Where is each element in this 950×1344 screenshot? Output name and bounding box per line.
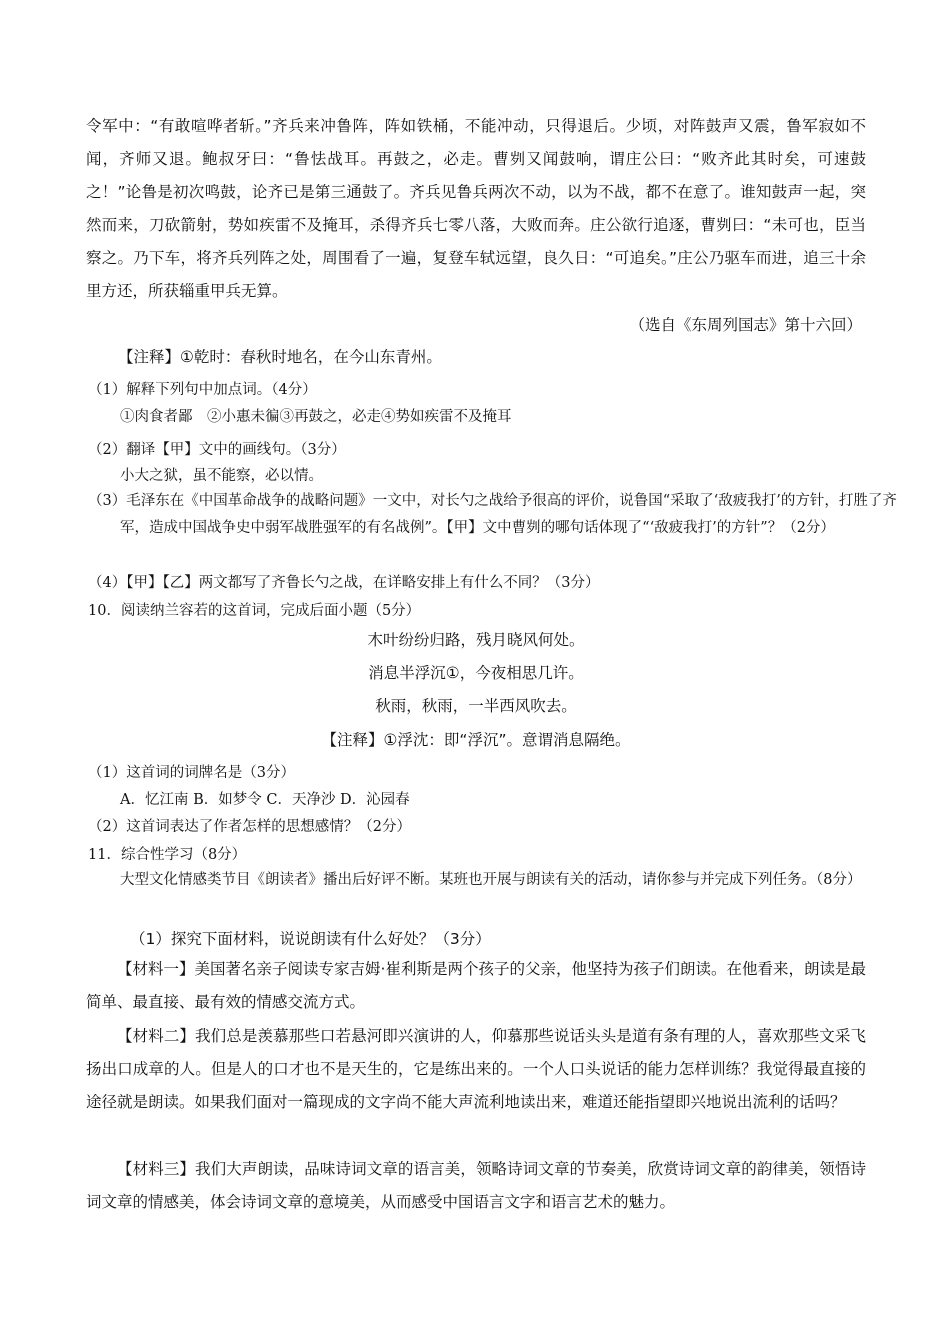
poem-line-1: 木叶纷纷归路，残月晓风何处。 <box>367 631 585 649</box>
q9-sub3: （3）毛泽东在《中国革命战争的战略问题》一文中，对长勺之战给予很高的评价，说鲁国“采取了‘敌疲我打’的方针，打胜了齐军，造成中国战争史中弱军战胜强军的有名战例”。【甲】文中曹刿的哪句话体现了“‘敌疲我打’的方针”？（2分） <box>88 493 897 536</box>
material-3: 【材料三】我们大声朗读，品味诗词文章的语言美，领略诗词文章的节奏美，欣赏诗词文章的韵律美，领悟诗词文章的情感美，体会诗词文章的意境美，从而感受中国语言文字和语言艺术的魅力。 <box>86 1160 866 1211</box>
q10-heading: 10．阅读纳兰容若的这首词，完成后面小题（5分） <box>88 603 421 619</box>
passage-source: （选自《东周列国志》第十六回） <box>629 316 862 334</box>
q11-heading: 11．综合性学习（8分） <box>88 847 247 863</box>
passage-note: 【注释】①乾时：春秋时地名，在今山东青州。 <box>118 348 442 366</box>
passage-jia-continued: 令军中：“有敢喧哗者斩。”齐兵来冲鲁阵，阵如铁桶，不能冲动，只得退后。少顷，对阵鼓声又震，鲁军寂如不闻，齐师又退。鲍叔牙曰：“鲁怯战耳。再鼓之，必走。曹刿又闻鼓响，谓庄公曰：“败齐此其时矣，可速鼓之！”论鲁是初次鸣鼓，论齐已是第三通鼓了。齐兵见鲁兵两次不动，以为不战，都不在意了。谁知鼓声一起，突然而来，刀砍箭射，势如疾雷不及掩耳，杀得齐兵七零八落，大败而奔。庄公欲行追逐，曹刿曰：“未可也，臣当察之。乃下车，将齐兵列阵之处，周围看了一遍，复登车轼远望，良久日：“可追矣。”庄公乃驱车而进，追三十余里方还，所获辎重甲兵无算。 <box>86 117 866 300</box>
poem-note: 【注释】①浮沈：即“浮沉”。意谓消息隔绝。 <box>321 731 631 749</box>
q10-sub1-prompt: （1）这首词的词牌名是（3分） <box>88 765 295 781</box>
q9-sub2-prompt: （2）翻译【甲】文中的画线句。（3分） <box>88 442 346 458</box>
q9-sub1-prompt: （1）解释下列句中加点词。（4分） <box>88 382 317 398</box>
q10-sub1-options: A．忆江南 B．如梦令 C．天净沙 D．沁园春 <box>120 792 410 808</box>
q9-sub1-items: ①肉食者鄙 ②小惠未徧③再鼓之，必走④势如疾雷不及掩耳 <box>120 409 512 425</box>
q9-sub2-sentence: 小大之狱，虽不能察，必以情。 <box>120 468 323 484</box>
q10-sub2-prompt: （2）这首词表达了作者怎样的思想感情？（2分） <box>88 819 411 835</box>
material-1: 【材料一】美国著名亲子阅读专家吉姆·崔利斯是两个孩子的父亲，他坚持为孩子们朗读。在他看来，朗读是最简单、最直接、最有效的情感交流方式。 <box>86 960 866 1011</box>
q9-sub4: （4）【甲】【乙】两文都写了齐鲁长勺之战，在详略安排上有什么不同？（3分） <box>88 575 600 591</box>
poem-line-2: 消息半浮沉①，今夜相思几许。 <box>368 664 584 682</box>
q11-intro: 大型文化情感类节目《朗读者》播出后好评不断。某班也开展与朗读有关的活动，请你参与并完成下列任务。（8分） <box>120 872 862 888</box>
material-2: 【材料二】我们总是羡慕那些口若悬河即兴演讲的人，仰慕那些说话头头是道有条有理的人，喜欢那些文采飞扬出口成章的人。但是人的口才也不是天生的，它是练出来的。一个人口头说话的能力怎样训练？我觉得最直接的途径就是朗读。如果我们面对一篇现成的文字尚不能大声流利地读出来，难道还能指望即兴地说出流利的话吗？ <box>86 1027 866 1111</box>
q11-sub1-prompt: （1）探究下面材料，说说朗读有什么好处？（3分） <box>130 930 491 948</box>
poem-line-3: 秋雨，秋雨，一半西风吹去。 <box>375 697 577 715</box>
